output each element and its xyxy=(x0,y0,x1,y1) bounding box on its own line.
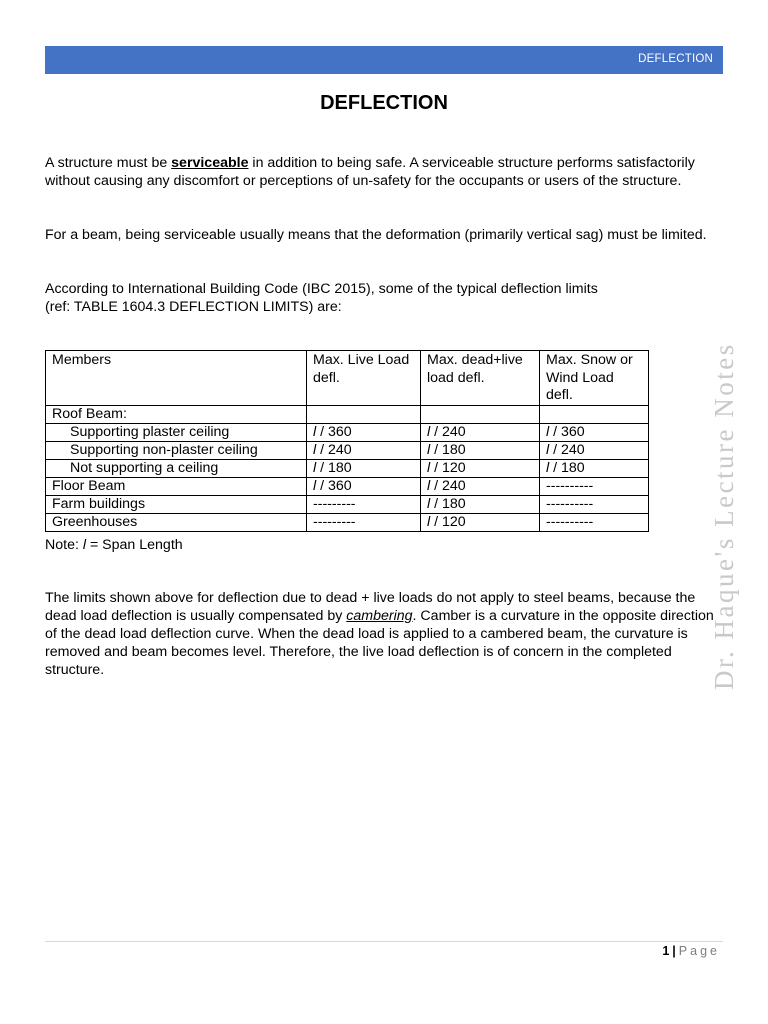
paragraph1-before: A structure must be xyxy=(45,155,172,171)
cambering-emphasis: cambering xyxy=(346,608,413,624)
span-symbol: l xyxy=(313,442,317,458)
span-symbol: l xyxy=(313,424,317,440)
header-dead-live-load: Max. dead+live load defl. xyxy=(421,351,540,406)
live-value: / 180 xyxy=(320,460,352,476)
member-cell: Not supporting a ceiling xyxy=(46,460,307,478)
note-prefix: Note: xyxy=(45,537,83,553)
paragraph3-line1: According to International Building Code (IBC 2015), some of the typical deflection limits xyxy=(45,281,598,297)
deflection-limits-table xyxy=(45,350,649,532)
live-cell xyxy=(307,406,421,424)
snow-wind-cell: ---------- xyxy=(540,514,649,532)
watermark-text: Dr. Haque's Lecture Notes xyxy=(709,342,739,690)
live-cell xyxy=(307,460,421,478)
dead-live-cell xyxy=(421,460,540,478)
span-symbol: l xyxy=(427,460,431,476)
dead-live-value: / 120 xyxy=(434,460,466,476)
member-cell: Floor Beam xyxy=(46,478,307,496)
snow-wind-value: / 240 xyxy=(553,442,585,458)
span-symbol: l xyxy=(427,442,431,458)
snow-wind-value: / 360 xyxy=(553,424,585,440)
dead-live-cell xyxy=(421,514,540,532)
table-row xyxy=(46,424,649,442)
snow-wind-cell xyxy=(540,424,649,442)
live-cell xyxy=(307,442,421,460)
member-cell: Supporting non-plaster ceiling xyxy=(46,442,307,460)
live-value: / 240 xyxy=(320,442,352,458)
member-cell: Greenhouses xyxy=(46,514,307,532)
dead-live-value: / 180 xyxy=(434,496,466,512)
live-value: / 360 xyxy=(320,424,352,440)
paragraph1-after: in addition to being safe. A serviceable structure performs satisfactorily without causing any discomfort or perceptions of un-safety for the occupants or users of the structure. xyxy=(45,155,695,189)
page-number: 1 xyxy=(662,944,670,958)
dead-live-value: / 240 xyxy=(434,478,466,494)
live-cell xyxy=(307,424,421,442)
paragraph3-line2: (ref: TABLE 1604.3 DEFLECTION LIMITS) are: xyxy=(45,299,342,315)
footer-divider xyxy=(45,941,723,942)
snow-wind-cell xyxy=(540,406,649,424)
paragraph4-before: The limits shown above for deflection due to dead + live loads do not apply to steel beams, because the dead load deflection is usually compensated by xyxy=(45,590,696,624)
dead-live-value: / 180 xyxy=(434,442,466,458)
span-symbol: l xyxy=(546,460,550,476)
live-value: / 360 xyxy=(320,478,352,494)
span-symbol: l xyxy=(313,460,317,476)
note-suffix: = Span Length xyxy=(86,537,183,553)
table-row xyxy=(46,478,649,496)
dead-live-value: / 120 xyxy=(434,514,466,530)
dead-live-cell xyxy=(421,478,540,496)
header-live-load: Max. Live Load defl. xyxy=(307,351,421,406)
paragraph-cambering xyxy=(45,589,725,679)
span-symbol: l xyxy=(546,424,550,440)
live-cell xyxy=(307,478,421,496)
dead-live-cell xyxy=(421,442,540,460)
table-row xyxy=(46,406,649,424)
footer-separator: | xyxy=(672,944,676,958)
table-row xyxy=(46,460,649,478)
page-footer xyxy=(662,944,720,958)
member-cell: Farm buildings xyxy=(46,496,307,514)
paragraph-beam-serviceability: For a beam, being serviceable usually means that the deformation (primarily vertical sag) must be limited. xyxy=(45,227,707,243)
snow-wind-cell xyxy=(540,460,649,478)
snow-wind-cell xyxy=(540,442,649,460)
header-label: DEFLECTION xyxy=(638,53,713,65)
table-row xyxy=(46,514,649,532)
member-cell: Supporting plaster ceiling xyxy=(46,424,307,442)
serviceable-emphasis: serviceable xyxy=(171,155,249,171)
live-cell: --------- xyxy=(307,514,421,532)
member-cell: Roof Beam: xyxy=(46,406,307,424)
page-label: Page xyxy=(678,944,720,958)
paragraph-serviceability xyxy=(45,154,725,190)
table-row xyxy=(46,496,649,514)
dead-live-cell xyxy=(421,406,540,424)
span-symbol: l xyxy=(313,478,317,494)
dead-live-value: / 240 xyxy=(434,424,466,440)
snow-wind-value: / 180 xyxy=(553,460,585,476)
paragraph4-after: . Camber is a curvature in the opposite direction of the dead load deflection curve. When the dead load is applied to a cambered beam, the curvature is removed and beam becomes level. Therefore, the live load deflection is of concern in the completed structure. xyxy=(45,608,714,678)
span-symbol: l xyxy=(427,496,431,512)
dead-live-cell xyxy=(421,496,540,514)
span-symbol: l xyxy=(546,442,550,458)
snow-wind-cell: ---------- xyxy=(540,496,649,514)
dead-live-cell xyxy=(421,424,540,442)
table-header-row xyxy=(46,351,649,406)
span-symbol: l xyxy=(427,478,431,494)
snow-wind-cell: ---------- xyxy=(540,478,649,496)
live-cell: --------- xyxy=(307,496,421,514)
table-note xyxy=(45,536,183,554)
header-snow-wind-load: Max. Snow or Wind Load defl. xyxy=(540,351,649,406)
span-symbol: l xyxy=(427,424,431,440)
header-members: Members xyxy=(46,351,307,406)
header-bar xyxy=(45,46,723,74)
paragraph-ibc-reference xyxy=(45,280,725,316)
span-symbol: l xyxy=(427,514,431,530)
table-row xyxy=(46,442,649,460)
page-title: DEFLECTION xyxy=(320,92,448,114)
note-symbol: l xyxy=(82,537,87,553)
